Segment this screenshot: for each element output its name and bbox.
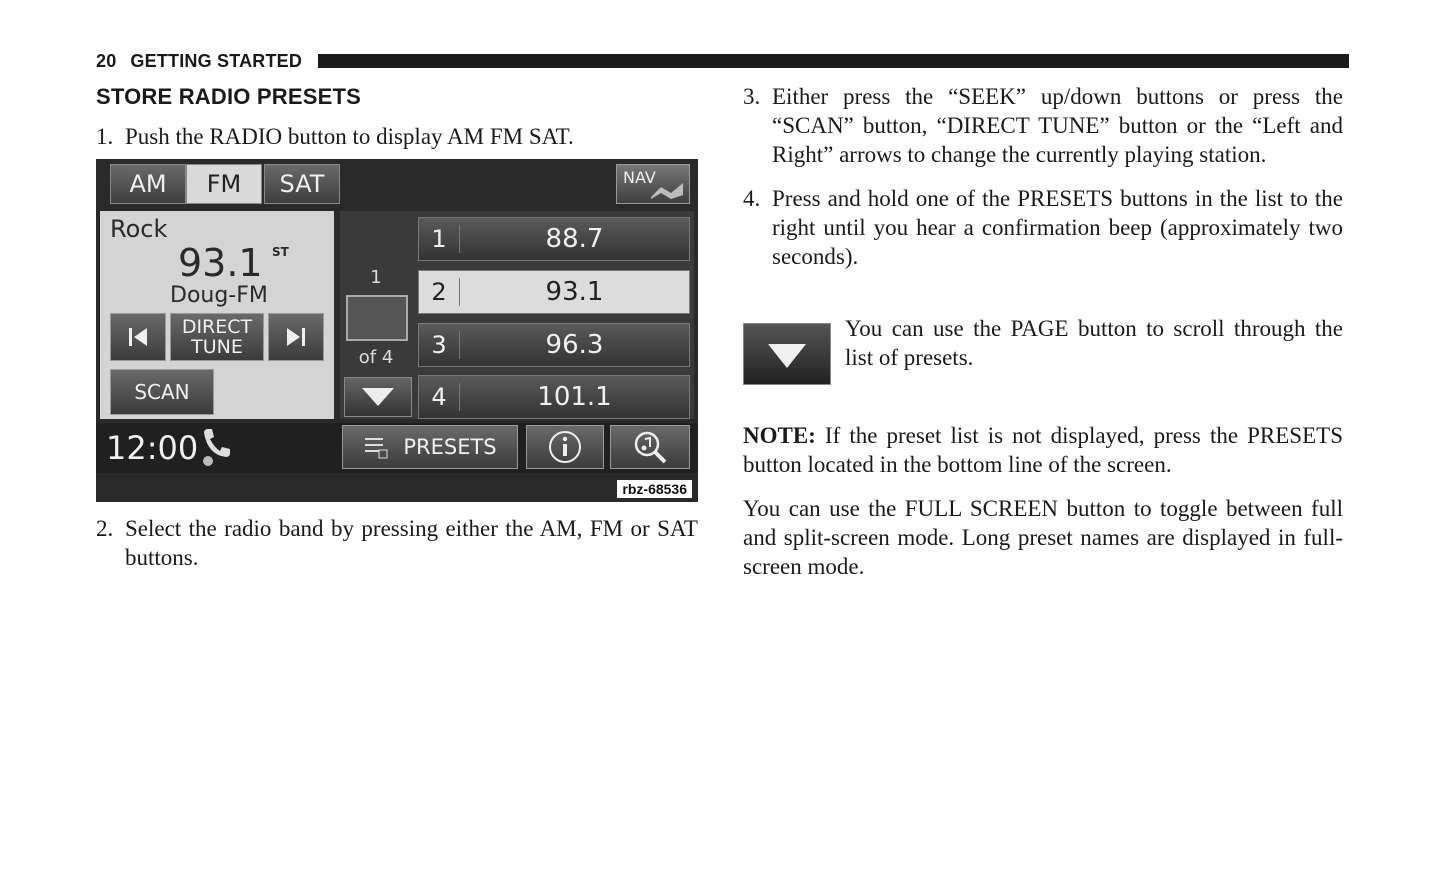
triangle-down-icon [744,324,830,384]
triangle-down-icon [345,378,411,416]
radio-screen-figure [96,159,698,502]
step-number: 3. [743,84,761,109]
nav-label: NAV [623,168,656,187]
browse-button [610,425,690,469]
preset-button [418,323,690,367]
page-number: 20 [96,50,117,71]
note-label: NOTE: [743,423,816,448]
preset-number: 2 [419,278,460,306]
direct-tune-button: DIRECT TUNE [170,313,264,361]
preset-number: 3 [419,331,460,359]
preset-number: 4 [419,383,460,411]
presets-panel [340,211,694,419]
step-text: Select the radio band by pressing either the AM, FM or SAT buttons. [125,516,698,570]
station-name: Doug-FM [170,283,268,308]
am-tab: AM [110,164,186,204]
step-number: 2. [96,516,114,541]
page-button-figure [743,323,831,385]
preset-button [418,217,690,261]
preset-number: 1 [419,225,460,253]
genre-label: Rock [110,215,168,243]
skip-forward-icon [284,325,308,349]
preset-list-thumbnail [346,295,408,341]
step-2 [96,514,698,572]
phone-status-icon [200,427,240,467]
fm-tab: FM [186,164,262,204]
page-of-label: of [358,347,377,368]
right-column [743,82,1343,579]
section-title: GETTING STARTED [130,50,303,71]
page-count [340,347,412,368]
figure-id: rbz-68536 [617,480,692,498]
search-music-icon [632,429,668,465]
seek-back-button [110,313,166,361]
page-button-text: You can use the PAGE button to scroll through the list of presets. [845,316,1343,370]
step-1 [96,122,698,151]
info-button [526,425,604,469]
note-paragraph [743,421,1343,479]
preset-frequency: 101.1 [537,382,612,412]
left-column [96,82,698,572]
full-screen-paragraph: You can use the FULL SCREEN button to toggle between full and split-screen mode. Long preset names are displayed in full-screen mode. [743,496,1343,579]
stereo-indicator: ST [272,245,289,259]
header-rule [318,54,1349,68]
map-icon [649,181,685,201]
clock: 12:00 [106,429,199,467]
step-4 [743,184,1343,271]
step-text: Either press the “SEEK” up/down buttons or press the “SCAN” button, “DIRECT TUNE” button or the “Left and Right” arrows to change the currently playing station. [772,84,1343,167]
presets-button [342,425,518,469]
step-number: 4. [743,186,761,211]
page-heading: STORE RADIO PRESETS [96,84,361,109]
preset-frequency: 93.1 [545,277,604,307]
step-number: 1. [96,124,114,149]
presets-label: PRESETS [403,435,497,459]
step-text: Push the RADIO button to display AM FM SAT. [125,124,574,149]
nav-button [616,164,690,204]
list-icon [363,434,389,460]
step-text: Press and hold one of the PRESETS buttons in the list to the right until you hear a confirmation beep (approximately two seconds). [772,186,1343,269]
skip-back-icon [126,325,150,349]
page-total: 4 [381,347,394,368]
frequency-display: 93.1 [178,241,263,285]
preset-frequency: 96.3 [545,330,604,360]
now-playing-panel [100,211,334,419]
page-down-button [344,377,412,417]
page-current: 1 [370,267,382,288]
step-3 [743,82,1343,169]
preset-frequency: 88.7 [545,224,604,254]
info-icon [548,430,582,464]
preset-button-selected [418,270,690,314]
seek-forward-button [268,313,324,361]
bottom-bar [96,423,698,473]
preset-button [418,375,690,419]
page-header [96,50,1349,72]
scan-button: SCAN [110,369,214,415]
sat-tab: SAT [264,164,340,204]
note-text: If the preset list is not displayed, press the PRESETS button located in the bottom line of the screen. [743,423,1343,477]
